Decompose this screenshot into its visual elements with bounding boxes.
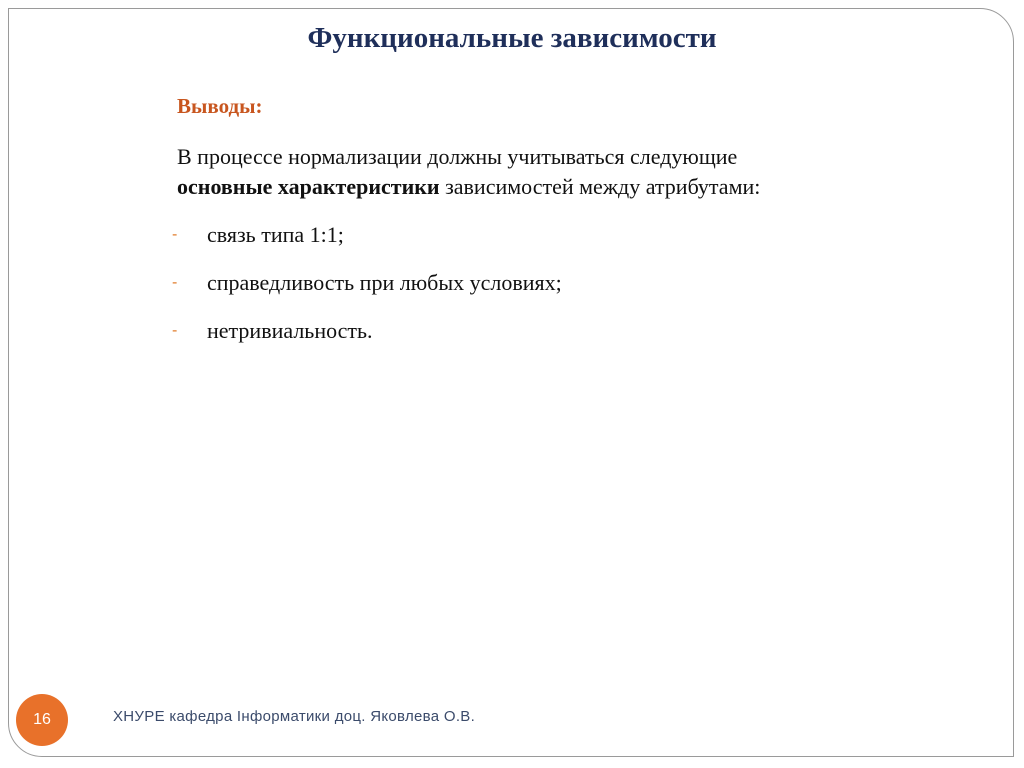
- slide-frame: [8, 8, 1014, 757]
- slide-subtitle: Выводы:: [177, 94, 263, 118]
- list-item: [172, 220, 892, 268]
- body-paragraph: [177, 142, 897, 202]
- list-item: [172, 316, 892, 364]
- list-item: [172, 268, 892, 316]
- dash-bullet-icon: -: [172, 226, 178, 243]
- dash-bullet-icon: -: [172, 322, 178, 339]
- bullet-list: [172, 220, 892, 364]
- page-number-badge: 16: [16, 694, 68, 746]
- list-item-text: справедливость при любых условиях;: [207, 270, 562, 295]
- slide-title: Функциональные зависимости: [307, 22, 717, 54]
- paragraph-rest-text: зависимостей между атрибутами:: [439, 174, 761, 199]
- list-item-text: нетривиальность.: [207, 318, 373, 343]
- footer-text: ХНУРЕ кафедра Інформатики доц. Яковлева О.В.: [113, 708, 476, 725]
- dash-bullet-icon: -: [172, 274, 178, 291]
- list-item-text: связь типа 1:1;: [207, 222, 344, 247]
- paragraph-line-1: В процессе нормализации должны учитываться следующие: [177, 144, 738, 169]
- paragraph-bold-text: основные характеристики: [177, 174, 440, 199]
